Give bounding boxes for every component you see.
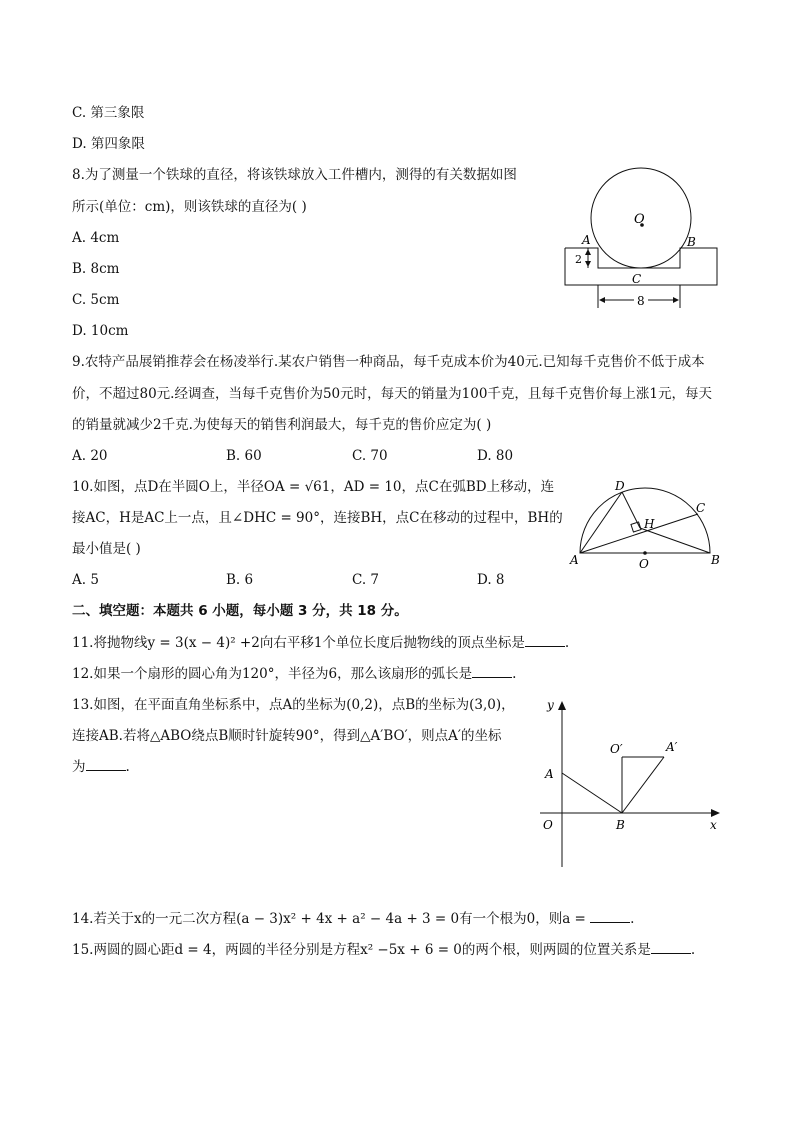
q15-stem: 15.两圆的圆心距d = 4，两圆的半径分别是方程x² −5x + 6 = 0的两个根，则两圆的位置关系是	[72, 942, 651, 958]
q10-label-a: A	[570, 553, 579, 567]
q8-label-o: O	[634, 212, 645, 227]
q8-label-b: B	[687, 235, 696, 249]
q13-label-x: x	[710, 818, 717, 832]
q11-stem: 11.将抛物线y = 3(x − 4)² +2向右平移1个单位长度后抛物线的顶点坐标是	[72, 635, 525, 651]
q10-option-c: C. 7	[352, 572, 380, 588]
q13-end: .	[125, 759, 130, 775]
q11-text	[72, 634, 569, 652]
q8-option-d: D. 10cm	[72, 323, 129, 339]
q12-stem: 12.如果一个扇形的圆心角为120°，半径为6，那么该扇形的弧长是	[72, 666, 473, 682]
q9-stem-line3: 的销量就减少2千克.为使每天的销售利润最大，每千克的售价应定为( )	[72, 417, 492, 433]
q13-stem-line3	[72, 758, 130, 776]
q13-stem-line2: 连接AB.若将△ABO绕点B顺时针旋转90°，得到△A′BO′，则点A′的坐标	[72, 728, 502, 744]
q13-label-o: O	[543, 818, 553, 832]
q14-text	[72, 910, 634, 928]
q9-option-d: D. 80	[477, 448, 514, 464]
q8-label-height: 2	[575, 253, 582, 266]
q8-label-c: C	[632, 272, 642, 286]
q8-option-a: A. 4cm	[72, 230, 120, 246]
q10-label-o: O	[639, 557, 649, 571]
q7-option-c: C. 第三象限	[72, 105, 145, 121]
section2-title: 二、填空题：本题共 6 小题，每小题 3 分，共 18 分。	[72, 603, 408, 619]
q12-answer-blank[interactable]	[472, 665, 512, 678]
q8-stem-line1: 8.为了测量一个铁球的直径，将该铁球放入工件槽内，测得的有关数据如图	[72, 167, 517, 183]
q8-ball-figure	[560, 168, 730, 318]
q9-stem-line2: 价，不超过80元.经调查，当每千克售价为50元时，每天的销量为100千克，且每千克售价每上涨1元，每天	[72, 386, 713, 402]
q8-option-c: C. 5cm	[72, 292, 120, 308]
q10-stem-line2: 接AC，H是AC上一点，且∠DHC = 90°，连接BH，点C在移动的过程中，BH的	[72, 510, 563, 526]
q9-option-a: A. 20	[72, 448, 108, 464]
q10-option-a: A. 5	[72, 572, 99, 588]
q10-label-c: C	[696, 501, 706, 515]
q13-label-a: A	[545, 767, 554, 781]
q10-stem-line1: 10.如图，点D在半圆O上，半径OA = √61，AD = 10，点C在弧BD上移动，连	[72, 479, 555, 495]
q14-end: .	[630, 911, 635, 927]
q11-end: .	[564, 635, 570, 651]
q9-option-c: C. 70	[352, 448, 388, 464]
q9-option-b: B. 60	[226, 448, 262, 464]
q13-coordinate-figure	[538, 695, 728, 870]
q13-stem-line1: 13.如图，在平面直角坐标系中，点A的坐标为(0,2)，点B的坐标为(3,0)，	[72, 697, 515, 713]
q8-label-a: A	[582, 233, 591, 247]
q10-semicircle-figure	[565, 478, 725, 573]
q10-label-h: H	[644, 517, 655, 531]
q7-option-d: D. 第四象限	[72, 136, 145, 152]
q8-label-width: 8	[637, 294, 645, 308]
q15-end: .	[690, 942, 696, 958]
q15-text	[72, 941, 695, 959]
q10-option-b: B. 6	[226, 572, 254, 588]
q10-option-d: D. 8	[477, 572, 505, 588]
q11-answer-blank[interactable]	[525, 634, 565, 647]
q13-answer-blank[interactable]	[86, 758, 126, 771]
q8-stem-line2: 所示(单位：cm)，则该铁球的直径为( )	[72, 199, 307, 215]
q8-option-b: B. 8cm	[72, 261, 120, 277]
q9-stem-line1: 9.农特产品展销推荐会在杨凌举行.某农户销售一种商品，每千克成本价为40元.已知每千克售价不低于成本	[72, 354, 705, 370]
q14-stem: 14.若关于x的一元二次方程(a − 3)x² + 4x + a² − 4a + 3 = 0有一个根为0，则a =	[72, 911, 591, 927]
q13-label-b: B	[616, 818, 625, 832]
q10-label-d: D	[615, 479, 625, 493]
q10-stem-line3: 最小值是( )	[72, 541, 141, 557]
q15-answer-blank[interactable]	[651, 941, 691, 954]
q10-label-b: B	[711, 553, 720, 567]
q13-stem-line3-text: 为	[72, 759, 86, 775]
q13-label-o-prime: O′	[610, 742, 623, 756]
q13-label-y: y	[547, 698, 554, 712]
q14-answer-blank[interactable]	[590, 910, 630, 923]
q12-end: .	[512, 666, 517, 682]
q12-text	[72, 665, 516, 683]
q13-label-a-prime: A′	[666, 740, 678, 754]
